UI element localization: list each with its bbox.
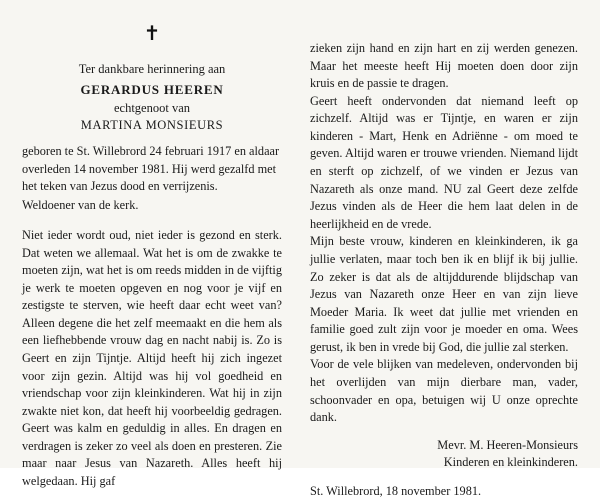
signature-line-1: Mevr. M. Heeren-Monsieurs [437,437,578,452]
right-paragraph-4: Voor de vele blijken van medeleven, ondervonden bij het overlijden van mijn dierbare man, vader, schoonvader en opa, betuigen wij U onze oprechte dank. [310,357,578,425]
right-paragraph-1: zieken zijn hand en zijn hart en zij werden genezen. Maar het meeste heeft Hij moeten doen door zijn kruis en de passie te dragen. [310,41,578,91]
spouse-name: MARTINA MONSIEURS [80,118,224,133]
relation-label: echtgenoot van [113,101,190,116]
right-paragraph-2: Geert heeft ondervonden dat niemand leeft op zichzelf. Altijd was er Tijntje, en waren er zijn kinderen - Mart, Henk en Adriënne - om moed te geven. Altijd waren er trouwe vrienden. Niemand lijdt en sterft op zichzelf, of we vinden er Jezus van Nazareth als onze mand. NU zal Geert deze zelfde Jezus vinden als de Heer die hem laat delen in de heerlijkheid en de vrede. [310,93,578,231]
place-and-date: St. Willebrord, 18 november 1981. [310,483,482,498]
benefactor-note: Weldoener van de kerk. [22,198,139,213]
right-column [300,24,578,498]
birth-death-dates: geboren te St. Willebrord 24 februari 1917 en aldaar overleden 14 november 1981. Hij werd gezalfd met het teken van Jezus dood en verrijzenis. [22,144,280,194]
signature [310,437,578,472]
right-paragraph-3: Mijn beste vrouw, kinderen en kleinkinderen, ik ga jullie verlaten, maar toch ben ik en blijf ik bij jullie. Zo zeker is dat als de altijddurende blijdschap van Jezus van Nazareth onze Heer en van zijn lieve Moeder Maria. Ik weet dat jullie met vrienden en familie goed zult zijn voor je moeder en oma. Wees gerust, ik ben in vrede bij God, die jullie zal sterken. [310,234,578,354]
left-paragraph-1: Niet ieder wordt oud, niet ieder is gezond en sterk. Dat weten we allemaal. Wat het is om de zwakke te moeten zijn, wat het is om reeds midden in de vijftig je werk te moeten opgeven en nog voor je vijf en zestigste te sterven, wie heeft daar echt weet van? Alleen degene die het zelf meemaakt en die hem als een liefhebbende vrouw dag en nacht nabij is. Zo is Geert en zijn Tijntje. Altijd heeft hij zich ingezet voor zijn gezin. Altijd was hij vol goedheid en vriendschap voor zijn kleinkinderen. Wat hij in zijn zwakte niet kon, dat heeft hij voorbeeldig gedragen. Geert was kalm en geduldig in alles. En dragen en verdragen is zeker zo veel als doen en presteren. Zie maar naar Jesus van Nazareth. Alles heeft hij welgedaan. Hij gaf [22,227,282,489]
cross-icon: ✝ [143,23,161,45]
deceased-name: GERARDUS HEEREN [80,82,224,98]
left-column [22,23,300,489]
signature-line-2: Kinderen en kleinkinderen. [443,455,578,470]
intro-line: Ter dankbare herinnering aan [78,62,226,76]
